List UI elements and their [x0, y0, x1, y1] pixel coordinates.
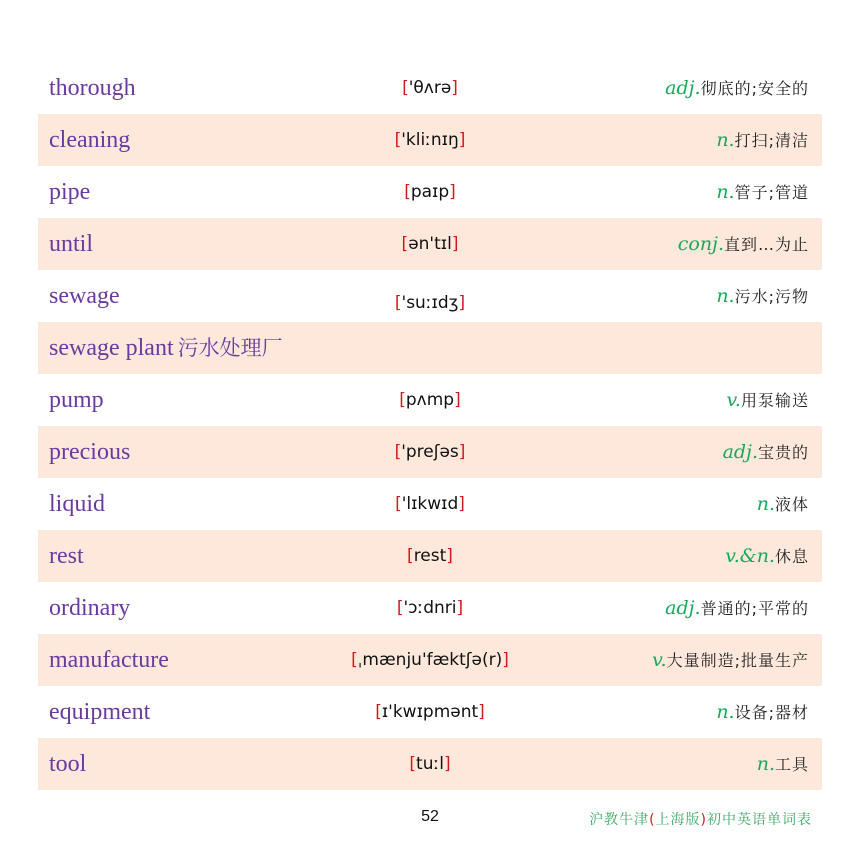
vocab-word [49, 322, 283, 374]
meaning-text: 工具 [774, 755, 809, 774]
part-of-speech: n. [716, 129, 735, 151]
vocab-meaning [716, 270, 809, 322]
vocab-word-text: manufacture [49, 647, 169, 673]
phonetic-text: rest [413, 546, 447, 566]
meaning-text: 休息 [774, 547, 809, 566]
bracket-close: ] [502, 650, 509, 670]
bracket-close: ] [443, 754, 451, 774]
footer-paren-open: ( [649, 812, 656, 828]
part-of-speech: v. [726, 389, 741, 411]
bracket-close: ] [451, 78, 458, 98]
part-of-speech: conj. [677, 233, 724, 255]
bracket-close: ] [449, 182, 456, 202]
bracket-open: [ [395, 494, 402, 514]
bracket-close: ] [451, 234, 459, 254]
part-of-speech: n. [756, 493, 775, 515]
vocab-phonetic [38, 686, 822, 738]
bracket-close: ] [458, 293, 466, 313]
part-of-speech: adj. [665, 597, 701, 619]
vocab-meaning [716, 114, 809, 166]
vocab-row [38, 322, 822, 374]
vocab-meaning [725, 530, 809, 582]
bracket-open: [ [375, 702, 382, 722]
vocab-word-text: ordinary [49, 595, 131, 621]
vocab-meaning [716, 166, 809, 218]
phonetic-text: 'ɔːdnri [403, 598, 457, 618]
phonetic-text: ən'tɪl [408, 234, 452, 254]
bracket-open: [ [394, 293, 402, 313]
meaning-text: 打扫;清洁 [734, 131, 809, 150]
vocab-meaning [678, 218, 809, 270]
vocab-word-text: tool [49, 751, 87, 777]
bracket-close: ] [456, 598, 464, 618]
vocab-word-text: sewage [49, 283, 120, 309]
vocab-row [38, 62, 822, 114]
meaning-text: 设备;器材 [734, 703, 809, 722]
phonetic-text: ˌmænju'fæktʃə(r) [357, 650, 503, 670]
vocab-phonetic [38, 166, 822, 218]
vocab-row [38, 166, 822, 218]
vocab-phonetic [38, 478, 822, 530]
vocab-row [38, 530, 822, 582]
part-of-speech: n. [756, 753, 775, 775]
bracket-close: ] [458, 130, 466, 150]
bracket-close: ] [458, 494, 465, 514]
footer-edition: 上海版 [655, 812, 701, 828]
vocab-word-text: sewage plant [49, 335, 174, 361]
vocab-row [38, 218, 822, 270]
part-of-speech: v.&n. [725, 545, 775, 567]
vocab-row [38, 374, 822, 426]
phonetic-text: 'lɪkwɪd [401, 494, 459, 514]
vocab-meaning [652, 634, 809, 686]
bracket-open: [ [402, 78, 409, 98]
vocab-row [38, 270, 822, 322]
vocab-row [38, 582, 822, 634]
bracket-open: [ [404, 182, 411, 202]
vocab-phonetic [38, 374, 822, 426]
meaning-text: 污水;污物 [734, 287, 809, 306]
vocab-row [38, 738, 822, 790]
meaning-text: 彻底的;安全的 [700, 79, 809, 98]
vocab-meaning [723, 426, 809, 478]
part-of-speech: n. [716, 181, 735, 203]
vocab-row [38, 634, 822, 686]
vocab-word-text: pump [49, 387, 104, 413]
bracket-open: [ [409, 754, 417, 774]
vocab-phonetic [38, 426, 822, 478]
page-number: 52 [421, 808, 439, 825]
meaning-text: 宝贵的 [757, 443, 809, 462]
meaning-text: 普通的;平常的 [700, 599, 809, 618]
vocab-meaning [665, 62, 809, 114]
phonetic-text: pʌmp [405, 390, 455, 410]
footer-prefix: 沪教牛津 [589, 812, 650, 828]
bracket-open: [ [396, 598, 404, 618]
part-of-speech: n. [716, 285, 735, 307]
phonetic-text: 'kliːnɪŋ [401, 130, 459, 150]
bracket-open: [ [399, 390, 406, 410]
footer-suffix: 初中英语单词表 [707, 812, 812, 828]
part-of-speech: n. [716, 701, 735, 723]
vocab-phonetic [38, 114, 822, 166]
phonetic-text: ɪ'kwɪpmənt [381, 702, 479, 722]
vocab-meaning [665, 582, 809, 634]
meaning-text: 液体 [774, 495, 809, 514]
part-of-speech: v. [652, 649, 667, 671]
bracket-open: [ [351, 650, 358, 670]
bracket-open: [ [407, 546, 414, 566]
vocab-word-text: precious [49, 439, 131, 465]
vocab-phonetic [38, 530, 822, 582]
part-of-speech: adj. [722, 441, 758, 463]
vocab-word-chinese: 污水处理厂 [177, 336, 283, 360]
phonetic-text: 'suːɪdʒ [401, 293, 459, 313]
meaning-text: 管子;管道 [734, 183, 809, 202]
bracket-close: ] [454, 390, 461, 410]
vocab-phonetic [38, 270, 822, 322]
bracket-close: ] [446, 546, 453, 566]
vocab-row [38, 114, 822, 166]
part-of-speech: adj. [665, 77, 701, 99]
vocab-word-text: cleaning [49, 127, 131, 153]
phonetic-text: tuːl [416, 754, 444, 774]
vocab-meaning [716, 686, 809, 738]
vocab-word-text: rest [49, 543, 84, 569]
vocab-row [38, 478, 822, 530]
phonetic-text: 'preʃəs [401, 442, 459, 462]
phonetic-text: 'θʌrə [408, 78, 452, 98]
bracket-close: ] [458, 442, 466, 462]
vocab-meaning [757, 478, 809, 530]
meaning-text: 大量制造;批量生产 [666, 651, 809, 670]
phonetic-text: paɪp [410, 182, 450, 202]
vocab-meaning [726, 374, 809, 426]
bracket-open: [ [394, 130, 402, 150]
footer-book-title [589, 809, 812, 829]
vocabulary-table [38, 62, 822, 790]
bracket-close: ] [478, 702, 485, 722]
vocab-word-text: equipment [49, 699, 151, 725]
vocab-word-text: liquid [49, 491, 106, 517]
vocab-word-text: pipe [49, 179, 91, 205]
vocab-meaning [757, 738, 809, 790]
vocab-row [38, 426, 822, 478]
vocab-word-text: thorough [49, 75, 136, 101]
footer-paren-close: ) [700, 812, 707, 828]
bracket-open: [ [401, 234, 409, 254]
meaning-text: 直到…为止 [723, 235, 809, 254]
vocab-row [38, 686, 822, 738]
vocab-word-text: until [49, 231, 94, 257]
meaning-text: 用泵输送 [740, 391, 809, 410]
bracket-open: [ [394, 442, 402, 462]
vocab-phonetic [38, 738, 822, 790]
